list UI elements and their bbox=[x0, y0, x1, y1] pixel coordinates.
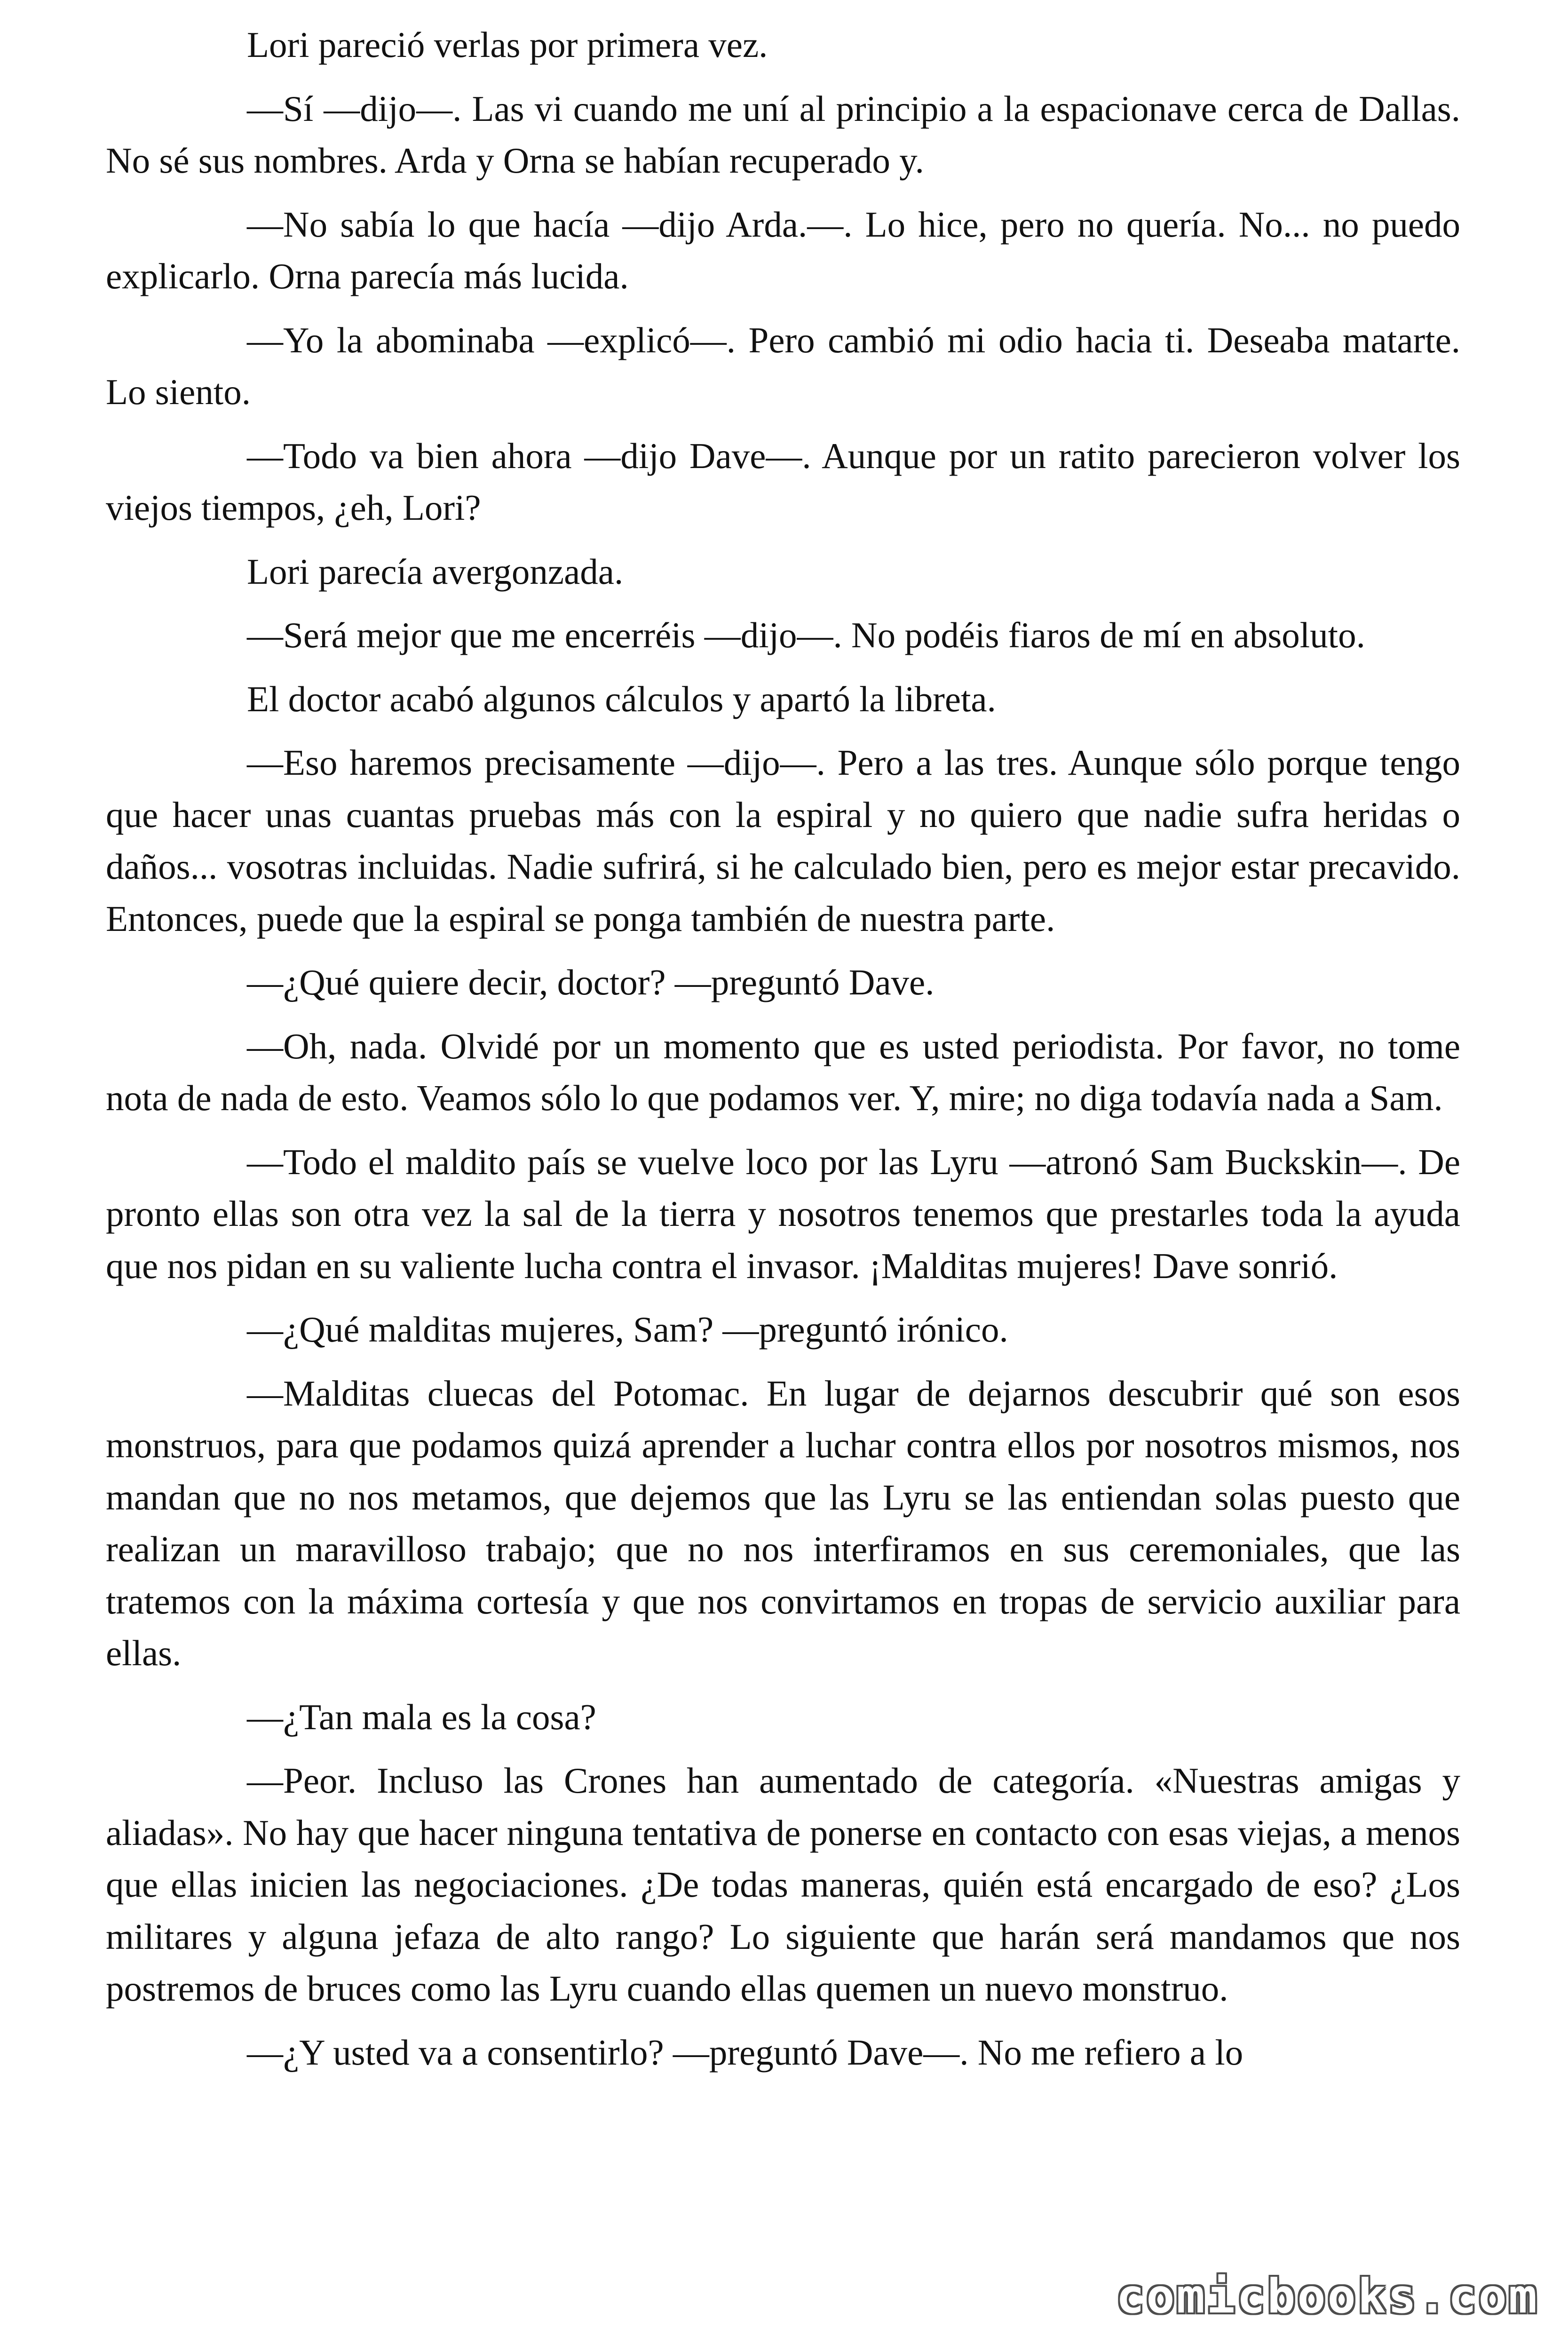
paragraph-11: —Oh, nada. Olvidé por un momento que es usted periodista. Por favor, no tome nota de nada de esto. Veamos sólo lo que podamos ver. Y, mire; no diga todavía nada a Sam. bbox=[106, 1025, 1460, 1118]
paragraph-1: Lori pareció verlas por primera vez. bbox=[247, 24, 768, 65]
paragraph-5: —Todo va bien ahora —dijo Dave—. Aunque por un ratito parecieron volver los viejos tiempos, ¿eh, Lori? bbox=[106, 435, 1460, 528]
paragraph-13: —¿Qué malditas mujeres, Sam? —preguntó irónico. bbox=[247, 1309, 1008, 1350]
paragraph-10: —¿Qué quiere decir, doctor? —preguntó Dave. bbox=[247, 962, 934, 1002]
document-page bbox=[106, 19, 1460, 2090]
paragraph-8: El doctor acabó algunos cálculos y apartó la libreta. bbox=[247, 678, 996, 719]
paragraph-15: —¿Tan mala es la cosa? bbox=[247, 1696, 596, 1737]
paragraph-7: —Será mejor que me encerréis —dijo—. No podéis fiaros de mí en absoluto. bbox=[247, 615, 1365, 655]
watermark-logo: comicbooks.com bbox=[1116, 2269, 1539, 2324]
paragraph-14: —Malditas cluecas del Potomac. En lugar de dejarnos descubrir qué son esos monstruos, para que podamos quizá aprender a luchar contra ellos por nosotros mismos, nos mandan que no nos metamos, que dejemos que las Lyru se las entiendan solas puesto que realizan un maravilloso trabajo; que no nos interfiramos en sus ceremoniales, que las tratemos con la máxima cortesía y que nos convirtamos en tropas de servicio auxiliar para ellas. bbox=[106, 1373, 1460, 1673]
paragraph-9: —Eso haremos precisamente —dijo—. Pero a las tres. Aunque sólo porque tengo que hacer unas cuantas pruebas más con la espiral y no quiero que nadie sufra heridas o daños... vosotras incluidas. Nadie sufrirá, si he calculado bien, pero es mejor estar precavido. Entonces, puede que la espiral se ponga también de nuestra parte. bbox=[106, 742, 1460, 939]
paragraph-12: —Todo el maldito país se vuelve loco por las Lyru —atronó Sam Buckskin—. De pronto ellas son otra vez la sal de la tierra y nosotros tenemos que prestarles toda la ayuda que nos pidan en su valiente lucha contra el invasor. ¡Malditas mujeres! Dave sonrió. bbox=[106, 1141, 1460, 1286]
paragraph-2: —Sí —dijo—. Las vi cuando me uní al principio a la espacionave cerca de Dallas. No sé sus nombres. Arda y Orna se habían recuperado y. bbox=[106, 88, 1460, 181]
paragraph-3: —No sabía lo que hacía —dijo Arda.—. Lo hice, pero no quería. No... no puedo explicarlo. Orna parecía más lucida. bbox=[106, 204, 1460, 296]
paragraph-17: —¿Y usted va a consentirlo? —preguntó Dave—. No me refiero a lo bbox=[247, 2032, 1243, 2073]
paragraph-16: —Peor. Incluso las Crones han aumentado de categoría. «Nuestras amigas y aliadas». No hay que hacer ninguna tentativa de ponerse en contacto con esas viejas, a menos que ellas inicien las negociaciones. ¿De todas maneras, quién está encargado de eso? ¿Los militares y alguna jefaza de alto rango? Lo siguiente que harán será mandamos que nos postremos de bruces como las Lyru cuando ellas quemen un nuevo monstruo. bbox=[106, 1760, 1460, 2009]
paragraph-6: Lori parecía avergonzada. bbox=[247, 551, 624, 592]
paragraph-4: —Yo la abominaba —explicó—. Pero cambió mi odio hacia ti. Deseaba matarte. Lo siento. bbox=[106, 319, 1460, 412]
